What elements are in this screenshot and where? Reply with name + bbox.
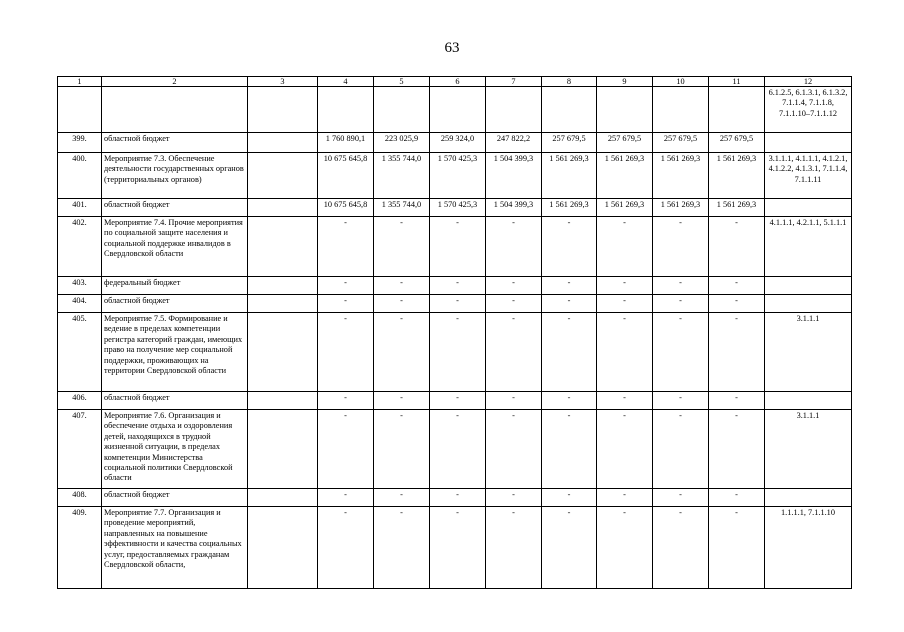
row-number-cell <box>58 87 102 133</box>
amount-cell: - <box>486 313 542 392</box>
amount-cell: - <box>430 507 486 589</box>
row-number-cell: 403. <box>58 277 102 295</box>
amount-cell: 259 324,0 <box>430 133 486 153</box>
amount-cell: 1 561 269,3 <box>542 199 597 217</box>
row-number-cell: 405. <box>58 313 102 392</box>
performer-cell <box>248 199 318 217</box>
amount-cell: - <box>430 489 486 507</box>
row-number-cell: 402. <box>58 217 102 277</box>
performer-cell <box>248 277 318 295</box>
amount-cell: - <box>653 507 709 589</box>
amount-cell: - <box>709 489 765 507</box>
performer-cell <box>248 153 318 199</box>
header-cell: 10 <box>653 77 709 87</box>
target-indicators-cell: 3.1.1.1 <box>765 313 852 392</box>
amount-cell: 1 561 269,3 <box>653 153 709 199</box>
column-number-header-row <box>58 77 852 87</box>
amount-cell: 257 679,5 <box>709 133 765 153</box>
header-cell: 1 <box>58 77 102 87</box>
amount-cell: - <box>597 313 653 392</box>
amount-cell: - <box>709 295 765 313</box>
amount-cell: 1 504 399,3 <box>486 153 542 199</box>
amount-cell: - <box>430 392 486 410</box>
amount-cell <box>597 87 653 133</box>
header-cell: 9 <box>597 77 653 87</box>
amount-cell: - <box>653 277 709 295</box>
amount-cell: - <box>542 489 597 507</box>
header-cell: 3 <box>248 77 318 87</box>
measure-name-cell: Мероприятие 7.6. Организация и обеспечение отдыха и оздоровления детей, находящихся в трудной жизненной ситуации, в пределах компетенции Министерства социальной политики Свердловской области <box>102 410 248 489</box>
amount-cell: - <box>318 217 374 277</box>
header-cell: 5 <box>374 77 430 87</box>
measure-name-cell: Мероприятие 7.7. Организация и проведение мероприятий, направленных на повышение эффективности и качества социальных услуг, предоставляемых гражданам Свердловской области, <box>102 507 248 589</box>
amount-cell: - <box>318 277 374 295</box>
measure-name-cell: областной бюджет <box>102 199 248 217</box>
amount-cell: 1 561 269,3 <box>542 153 597 199</box>
table-row <box>58 199 852 217</box>
measure-name-cell: Мероприятие 7.5. Формирование и ведение в пределах компетенции регистра категорий граждан, имеющих право на получение мер социальной поддержки, проживающих на территории Свердловской области <box>102 313 248 392</box>
performer-cell <box>248 489 318 507</box>
amount-cell: 257 679,5 <box>653 133 709 153</box>
amount-cell <box>318 87 374 133</box>
amount-cell: 1 561 269,3 <box>597 199 653 217</box>
amount-cell: - <box>597 277 653 295</box>
amount-cell: - <box>542 392 597 410</box>
amount-cell: 1 570 425,3 <box>430 153 486 199</box>
amount-cell: - <box>318 410 374 489</box>
amount-cell: 1 355 744,0 <box>374 199 430 217</box>
target-indicators-cell <box>765 295 852 313</box>
measure-name-cell: областной бюджет <box>102 392 248 410</box>
target-indicators-cell <box>765 277 852 295</box>
target-indicators-cell: 1.1.1.1, 7.1.1.10 <box>765 507 852 589</box>
amount-cell: - <box>653 489 709 507</box>
table-row <box>58 133 852 153</box>
amount-cell: - <box>318 295 374 313</box>
header-cell: 4 <box>318 77 374 87</box>
table-row <box>58 217 852 277</box>
header-cell: 7 <box>486 77 542 87</box>
amount-cell: - <box>597 507 653 589</box>
amount-cell: - <box>653 410 709 489</box>
amount-cell: - <box>430 277 486 295</box>
amount-cell: - <box>542 313 597 392</box>
row-number-cell: 401. <box>58 199 102 217</box>
amount-cell: - <box>597 295 653 313</box>
amount-cell: - <box>374 277 430 295</box>
amount-cell: - <box>709 277 765 295</box>
amount-cell <box>430 87 486 133</box>
amount-cell: - <box>374 410 430 489</box>
amount-cell: 247 822,2 <box>486 133 542 153</box>
amount-cell: - <box>430 217 486 277</box>
row-number-cell: 404. <box>58 295 102 313</box>
table-row <box>58 489 852 507</box>
amount-cell: - <box>597 392 653 410</box>
amount-cell: - <box>486 277 542 295</box>
table-row <box>58 392 852 410</box>
header-cell: 6 <box>430 77 486 87</box>
amount-cell <box>653 87 709 133</box>
amount-cell: - <box>374 217 430 277</box>
amount-cell: - <box>318 313 374 392</box>
amount-cell: - <box>542 295 597 313</box>
measure-name-cell <box>102 87 248 133</box>
amount-cell <box>709 87 765 133</box>
page-number: 63 <box>444 40 460 56</box>
amount-cell <box>374 87 430 133</box>
amount-cell: 1 561 269,3 <box>709 199 765 217</box>
amount-cell: - <box>597 217 653 277</box>
performer-cell <box>248 217 318 277</box>
amount-cell: - <box>653 392 709 410</box>
amount-cell: - <box>486 295 542 313</box>
amount-cell: 1 504 399,3 <box>486 199 542 217</box>
amount-cell: - <box>374 392 430 410</box>
amount-cell: - <box>486 507 542 589</box>
table-row <box>58 87 852 133</box>
target-indicators-cell: 6.1.2.5, 6.1.3.1, 6.1.3.2, 7.1.1.4, 7.1.1.8, 7.1.1.10–7.1.1.12 <box>765 87 852 133</box>
table-row <box>58 507 852 589</box>
amount-cell: 1 760 890,1 <box>318 133 374 153</box>
amount-cell: - <box>430 295 486 313</box>
amount-cell: 1 561 269,3 <box>709 153 765 199</box>
measure-name-cell: областной бюджет <box>102 295 248 313</box>
performer-cell <box>248 313 318 392</box>
target-indicators-cell: 3.1.1.1, 4.1.1.1, 4.1.2.1, 4.1.2.2, 4.1.3.1, 7.1.1.4, 7.1.1.11 <box>765 153 852 199</box>
amount-cell: - <box>374 313 430 392</box>
table-row <box>58 410 852 489</box>
target-indicators-cell <box>765 392 852 410</box>
measure-name-cell: областной бюджет <box>102 489 248 507</box>
row-number-cell: 400. <box>58 153 102 199</box>
measure-name-cell: федеральный бюджет <box>102 277 248 295</box>
amount-cell: - <box>542 410 597 489</box>
amount-cell: 10 675 645,8 <box>318 199 374 217</box>
target-indicators-cell: 3.1.1.1 <box>765 410 852 489</box>
performer-cell <box>248 295 318 313</box>
amount-cell: 1 355 744,0 <box>374 153 430 199</box>
amount-cell: - <box>318 489 374 507</box>
amount-cell: - <box>709 392 765 410</box>
table-row <box>58 277 852 295</box>
amount-cell: - <box>709 507 765 589</box>
target-indicators-cell <box>765 489 852 507</box>
amount-cell: - <box>318 507 374 589</box>
header-cell: 12 <box>765 77 852 87</box>
row-number-cell: 407. <box>58 410 102 489</box>
row-number-cell: 408. <box>58 489 102 507</box>
amount-cell: - <box>542 217 597 277</box>
performer-cell <box>248 507 318 589</box>
amount-cell: - <box>318 392 374 410</box>
header-cell: 8 <box>542 77 597 87</box>
measure-name-cell: областной бюджет <box>102 133 248 153</box>
amount-cell: - <box>430 410 486 489</box>
target-indicators-cell: 4.1.1.1, 4.2.1.1, 5.1.1.1 <box>765 217 852 277</box>
row-number-cell: 406. <box>58 392 102 410</box>
amount-cell: - <box>486 410 542 489</box>
table-row <box>58 295 852 313</box>
amount-cell <box>542 87 597 133</box>
budget-table <box>57 76 852 589</box>
performer-cell <box>248 87 318 133</box>
performer-cell <box>248 133 318 153</box>
amount-cell: - <box>430 313 486 392</box>
target-indicators-cell <box>765 133 852 153</box>
amount-cell: - <box>374 295 430 313</box>
amount-cell: 10 675 645,8 <box>318 153 374 199</box>
measure-name-cell: Мероприятие 7.4. Прочие мероприятия по социальной защите населения и социальной поддержке инвалидов в Свердловской области <box>102 217 248 277</box>
amount-cell: 257 679,5 <box>597 133 653 153</box>
amount-cell: - <box>709 410 765 489</box>
amount-cell: - <box>709 313 765 392</box>
performer-cell <box>248 392 318 410</box>
amount-cell: - <box>597 489 653 507</box>
header-cell: 2 <box>102 77 248 87</box>
amount-cell: 1 561 269,3 <box>597 153 653 199</box>
performer-cell <box>248 410 318 489</box>
amount-cell: - <box>542 277 597 295</box>
amount-cell: - <box>486 392 542 410</box>
amount-cell: - <box>653 217 709 277</box>
amount-cell: - <box>709 217 765 277</box>
row-number-cell: 409. <box>58 507 102 589</box>
amount-cell: - <box>653 295 709 313</box>
row-number-cell: 399. <box>58 133 102 153</box>
amount-cell: 1 561 269,3 <box>653 199 709 217</box>
target-indicators-cell <box>765 199 852 217</box>
table-row <box>58 153 852 199</box>
amount-cell: 223 025,9 <box>374 133 430 153</box>
amount-cell: - <box>486 217 542 277</box>
amount-cell: - <box>542 507 597 589</box>
amount-cell: - <box>486 489 542 507</box>
amount-cell: 257 679,5 <box>542 133 597 153</box>
header-cell: 11 <box>709 77 765 87</box>
measure-name-cell: Мероприятие 7.3. Обеспечение деятельности государственных органов (территориальных органов) <box>102 153 248 199</box>
table-row <box>58 313 852 392</box>
amount-cell: - <box>597 410 653 489</box>
amount-cell: - <box>374 507 430 589</box>
amount-cell: - <box>374 489 430 507</box>
amount-cell: 1 570 425,3 <box>430 199 486 217</box>
amount-cell <box>486 87 542 133</box>
amount-cell: - <box>653 313 709 392</box>
